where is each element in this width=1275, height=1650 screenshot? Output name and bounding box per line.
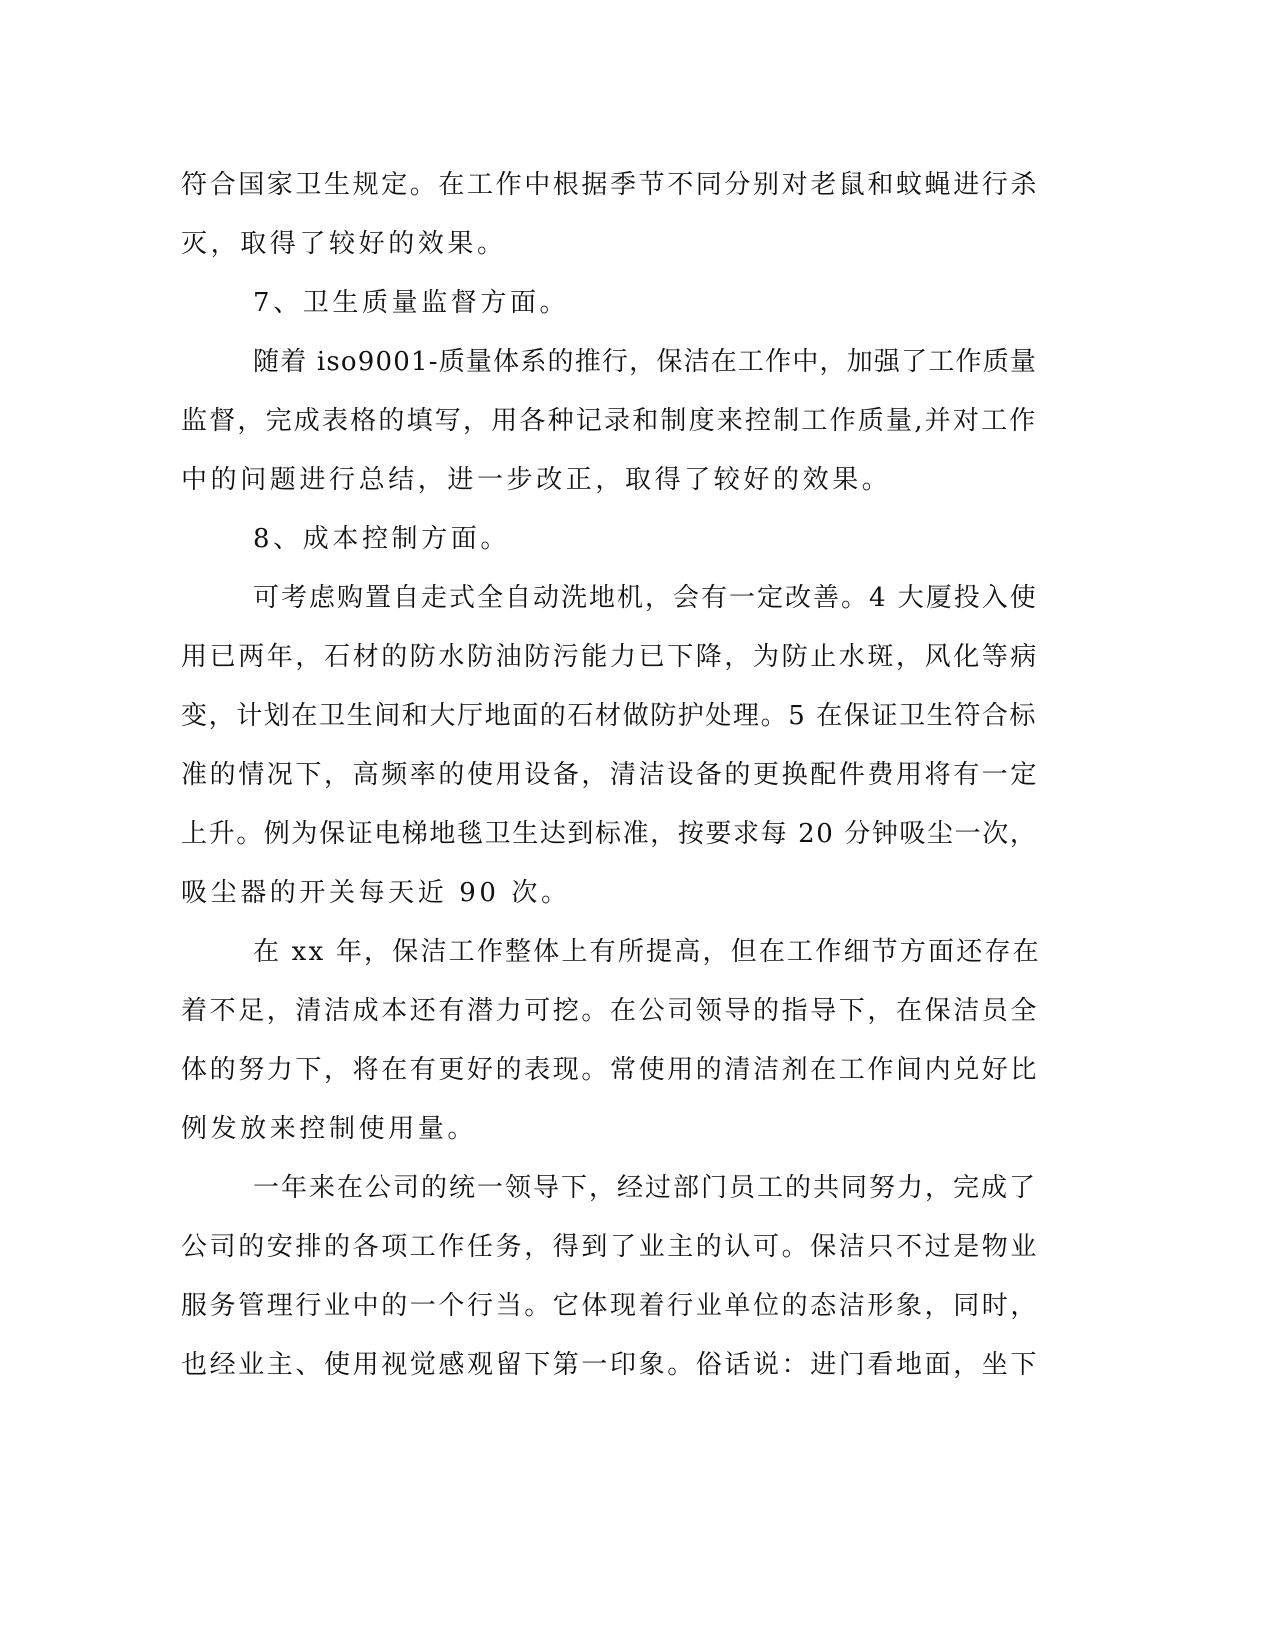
text-line: 吸尘器的开关每天近 90 次。 <box>181 878 571 908</box>
text-line: 上升。例为保证电梯地毯卫生达到标准，按要求每 20 分钟吸尘一次， <box>181 819 1038 849</box>
text-line: 服务管理行业中的一个行当。它体现着行业单位的态洁形象，同时， <box>181 1291 1040 1321</box>
text-line: 体的努力下，将在有更好的表现。常使用的清洁剂在工作间内兑好比 <box>181 1055 1040 1085</box>
text-line: 着不足，清洁成本还有潜力可挖。在公司领导的指导下，在保洁员全 <box>181 996 1040 1026</box>
document-body <box>181 156 1041 1395</box>
section-heading-7: 7、卫生质量监督方面。 <box>253 288 570 318</box>
text-line: 在 xx 年，保洁工作整体上有所提高，但在工作细节方面还存在 <box>253 937 1041 967</box>
text-line: 公司的安排的各项工作任务，得到了业主的认可。保洁只不过是物业 <box>181 1232 1040 1262</box>
text-line: 例发放来控制使用量。 <box>181 1114 478 1144</box>
section-heading-8: 8、成本控制方面。 <box>253 524 510 554</box>
text-line: 变，计划在卫生间和大厅地面的石材做防护处理。5 在保证卫生符合标 <box>181 701 1038 731</box>
text-line: 也经业主、使用视觉感观留下第一印象。俗话说：进门看地面，坐下 <box>181 1350 1040 1380</box>
text-line: 灭，取得了较好的效果。 <box>181 229 507 259</box>
text-line: 监督，完成表格的填写，用各种记录和制度来控制工作质量,并对工作 <box>181 406 1038 436</box>
text-line: 一年来在公司的统一领导下，经过部门员工的共同努力，完成了 <box>253 1173 1038 1203</box>
text-line: 可考虑购置自走式全自动洗地机，会有一定改善。4 大厦投入使 <box>253 583 1038 613</box>
text-line: 准的情况下，高频率的使用设备，清洁设备的更换配件费用将有一定 <box>181 760 1040 790</box>
text-line: 随着 iso9001-质量体系的推行，保洁在工作中，加强了工作质量 <box>253 347 1038 377</box>
text-line: 用已两年，石材的防水防油防污能力已下降，为防止水斑，风化等病 <box>181 642 1040 672</box>
text-line: 中的问题进行总结，进一步改正，取得了较好的效果。 <box>181 465 892 495</box>
text-line: 符合国家卫生规定。在工作中根据季节不同分别对老鼠和蚊蝇进行杀 <box>181 170 1040 200</box>
